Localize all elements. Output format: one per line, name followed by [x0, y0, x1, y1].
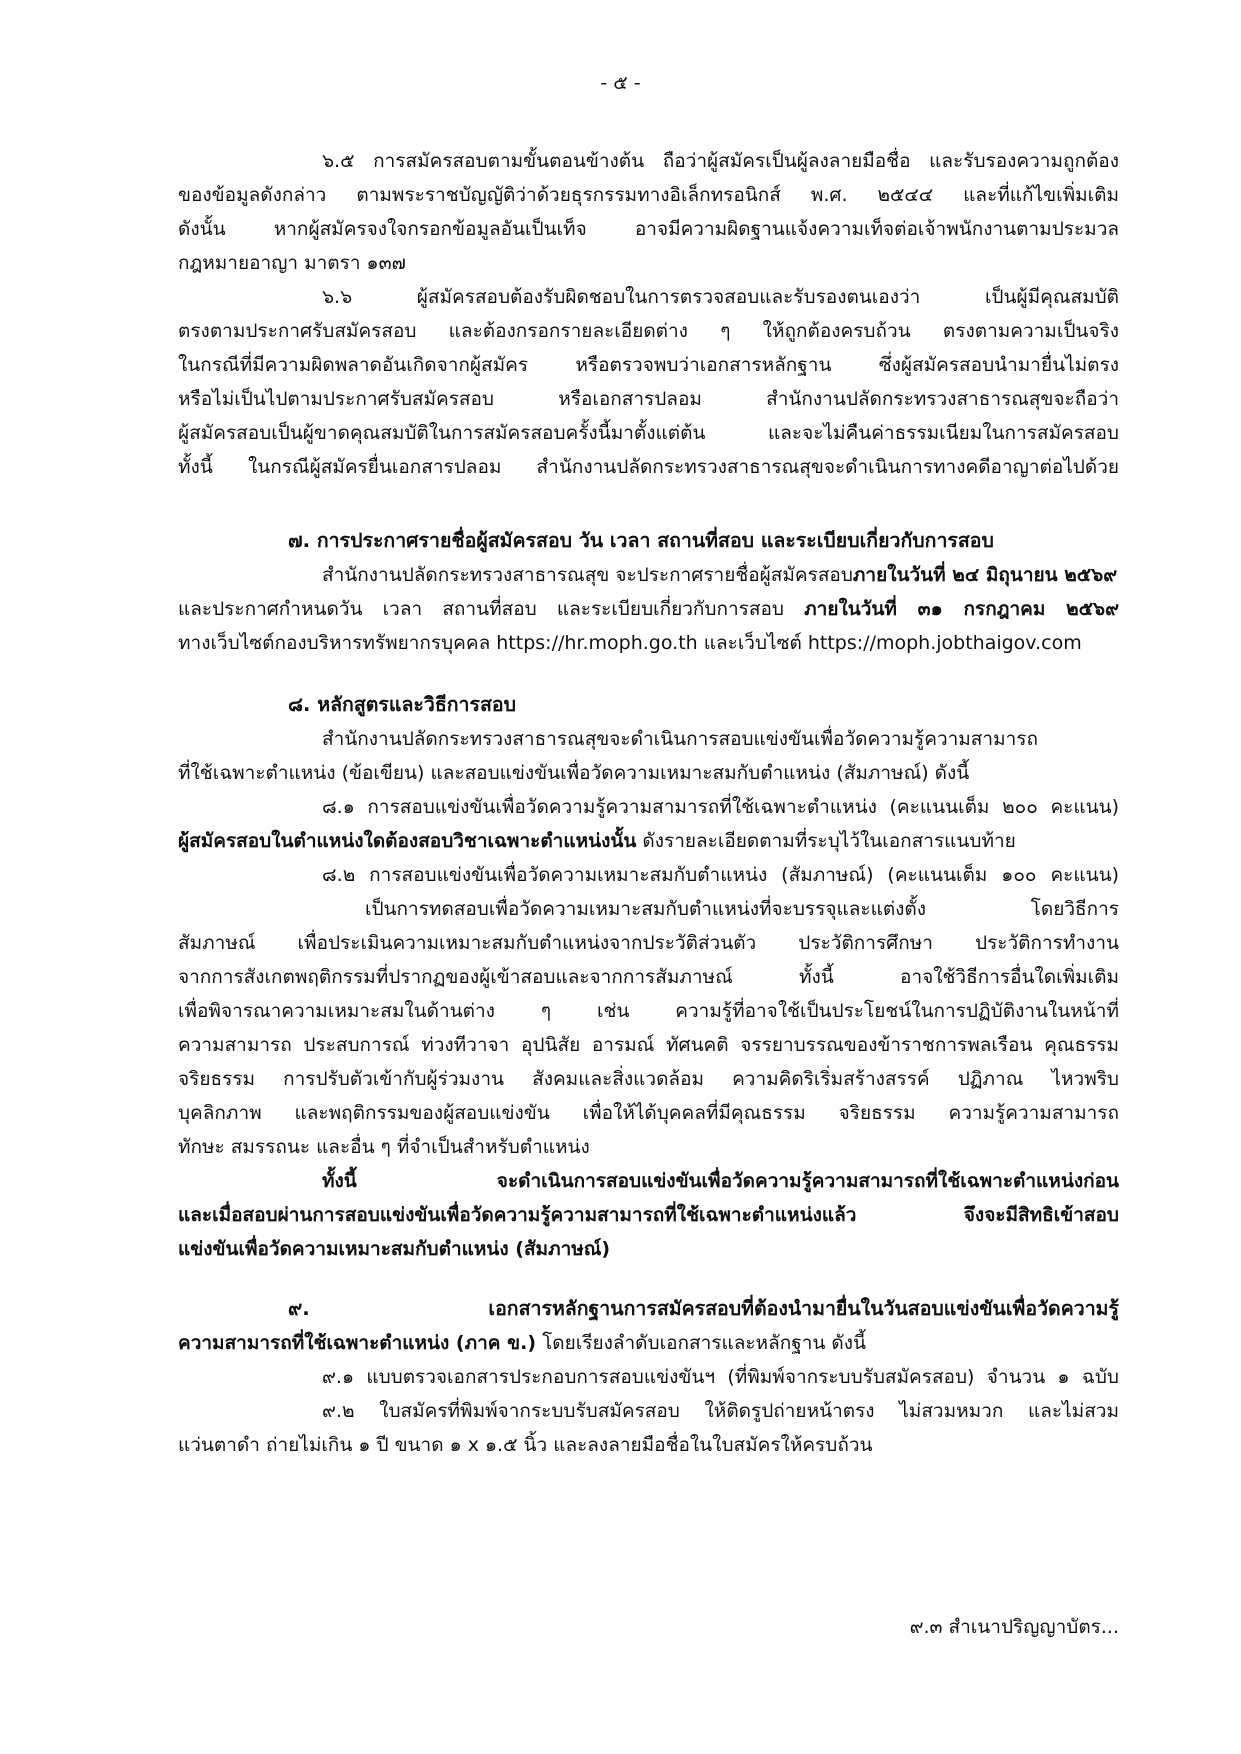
- paragraph-6-6-line-1: ๖.๖ ผู้สมัครสอบต้องรับผิดชอบในการตรวจสอบและรับรองตนเองว่า เป็นผู้มีคุณสมบัติ: [322, 286, 1119, 308]
- section-8-2-line-5: เพื่อพิจารณาความเหมาะสมในด้านต่าง ๆ เช่น ความรู้ที่อาจใช้เป็นประโยชน์ในการปฏิบัติงานในหน้าที่: [178, 1000, 1119, 1022]
- section-9-2-line-2: แว่นตาดำ ถ่ายไม่เกิน ๑ ปี ขนาด ๑ x ๑.๕ นิ้ว และลงลายมือชื่อในใบสมัครให้ครบถ้วน: [178, 1434, 873, 1456]
- paragraph-6-6-line-6: ทั้งนี้ ในกรณีผู้สมัครยื่นเอกสารปลอม สำนักงานปลัดกระทรวงสาธารณสุขจะดำเนินการทางคดีอาญาต่อไปด้วย: [178, 456, 1119, 478]
- section-8-1-line-2-text: ดังรายละเอียดตามที่ระบุไว้ในเอกสารแนบท้าย: [636, 830, 1016, 852]
- section-8-1-emphasis: ผู้สมัครสอบในตำแหน่งใดต้องสอบวิชาเฉพาะตำแหน่งนั้น: [178, 830, 637, 852]
- exam-schedule-date: ภายในวันที่ ๓๑ กรกฎาคม ๒๕๖๙: [804, 598, 1119, 620]
- section-8-2-line-2: เป็นการทดสอบเพื่อวัดความเหมาะสมกับตำแหน่งที่จะบรรจุและแต่งตั้ง โดยวิธีการ: [365, 898, 1119, 920]
- paragraph-6-6-line-3: ในกรณีที่มีความผิดพลาดอันเกิดจากผู้สมัคร หรือตรวจพบว่าเอกสารหลักฐาน ซึ่งผู้สมัครสอบนำมายื่นไม่ตรง: [178, 354, 1119, 376]
- section-9-2-line-1: ๙.๒ ใบสมัครที่พิมพ์จากระบบรับสมัครสอบ ให้ติดรูปถ่ายหน้าตรง ไม่สวมหมวก และไม่สวม: [322, 1400, 1119, 1422]
- section-7-line-1-text: สำนักงานปลัดกระทรวงสาธารณสุข จะประกาศรายชื่อผู้สมัครสอบ: [322, 564, 853, 586]
- paragraph-6-5-line-2: ของข้อมูลดังกล่าว ตามพระราชบัญญัติว่าด้วยธุรกรรมทางอิเล็กทรอนิกส์ พ.ศ. ๒๕๔๔ และที่แก้ไขเพิ่มเติม: [178, 184, 1119, 206]
- section-7-heading: ๗. การประกาศรายชื่อผู้สมัครสอบ วัน เวลา สถานที่สอบ และระเบียบเกี่ยวกับการสอบ: [288, 529, 994, 552]
- paragraph-6-6-line-5: ผู้สมัครสอบเป็นผู้ขาดคุณสมบัติในการสมัครสอบครั้งนี้มาตั้งแต่ต้น และจะไม่คืนค่าธรรมเนียมในการสมัครสอบ: [178, 422, 1119, 444]
- page-number: - ๕ -: [600, 72, 641, 94]
- section-7-line-2: [178, 594, 1119, 624]
- section-7-line-2-text: และประกาศกำหนดวัน เวลา สถานที่สอบ และระเบียบเกี่ยวกับการสอบ: [178, 598, 805, 620]
- continuation-note: ๙.๓ สำเนาปริญญาบัตร...: [909, 1616, 1119, 1638]
- section-9-line-2: [178, 1328, 1119, 1358]
- section-7-line-3: ทางเว็บไซต์กองบริหารทรัพยากรบุคคล https://hr.moph.go.th และเว็บไซต์ https://moph.jobthaigov.com: [178, 632, 1082, 654]
- section-8-2-line-7: จริยธรรม การปรับตัวเข้ากับผู้ร่วมงาน สังคมและสิ่งแวดล้อม ความคิดริเริ่มสร้างสรรค์ ปฏิภาณ ไหวพริบ: [178, 1068, 1119, 1090]
- section-8-note-line-1: ทั้งนี้ จะดำเนินการสอบแข่งขันเพื่อวัดความรู้ความสามารถที่ใช้เฉพาะตำแหน่งก่อน: [322, 1170, 1119, 1192]
- section-9-heading-continuation: ความสามารถที่ใช้เฉพาะตำแหน่ง (ภาค ข.): [178, 1332, 537, 1354]
- paragraph-6-5-line-1: ๖.๕ การสมัครสอบตามขั้นตอนข้างต้น ถือว่าผู้สมัครเป็นผู้ลงลายมือชื่อ และรับรองความถูกต้อง: [322, 150, 1119, 172]
- section-8-heading: ๘. หลักสูตรและวิธีการสอบ: [288, 693, 516, 716]
- section-8-note-line-2: และเมื่อสอบผ่านการสอบแข่งขันเพื่อวัดความรู้ความสามารถที่ใช้เฉพาะตำแหน่งแล้ว จึงจะมีสิทธิเข้าสอบ: [178, 1204, 1119, 1226]
- section-9-line-2-text: โดยเรียงลำดับเอกสารและหลักฐาน ดังนี้: [536, 1332, 866, 1354]
- paragraph-6-6-line-2: ตรงตามประกาศรับสมัครสอบ และต้องกรอกรายละเอียดต่าง ๆ ให้ถูกต้องครบถ้วน ตรงตามความเป็นจริง: [178, 320, 1119, 342]
- paragraph-6-6-line-4: หรือไม่เป็นไปตามประกาศรับสมัครสอบ หรือเอกสารปลอม สำนักงานปลัดกระทรวงสาธารณสุขจะถือว่า: [178, 388, 1119, 410]
- section-8-line-2: ที่ใช้เฉพาะตำแหน่ง (ข้อเขียน) และสอบแข่งขันเพื่อวัดความเหมาะสมกับตำแหน่ง (สัมภาษณ์) ดังนี้: [178, 762, 970, 784]
- section-8-2-line-4: จากการสังเกตพฤติกรรมที่ปรากฏของผู้เข้าสอบและจากการสัมภาษณ์ ทั้งนี้ อาจใช้วิธีการอื่นใดเพิ่มเติม: [178, 966, 1119, 988]
- paragraph-6-5-line-4: กฎหมายอาญา มาตรา ๑๓๗: [178, 252, 406, 274]
- section-8-1-line-2: [178, 826, 1119, 856]
- section-8-2-line-1: ๘.๒ การสอบแข่งขันเพื่อวัดความเหมาะสมกับตำแหน่ง (สัมภาษณ์) (คะแนนเต็ม ๑๐๐ คะแนน): [322, 864, 1119, 886]
- section-8-line-1: สำนักงานปลัดกระทรวงสาธารณสุขจะดำเนินการสอบแข่งขันเพื่อวัดความรู้ความสามารถ: [322, 728, 1038, 750]
- section-8-2-line-6: ความสามารถ ประสบการณ์ ท่วงทีวาจา อุปนิสัย อารมณ์ ทัศนคติ จรรยาบรรณของข้าราชการพลเรือน คุณธรรม: [178, 1034, 1119, 1056]
- section-8-2-line-9: ทักษะ สมรรถนะ และอื่น ๆ ที่จำเป็นสำหรับตำแหน่ง: [178, 1136, 590, 1158]
- section-8-2-line-8: บุคลิกภาพ และพฤติกรรมของผู้สอบแข่งขัน เพื่อให้ได้บุคคลที่มีคุณธรรม จริยธรรม ความรู้ความสามารถ: [178, 1102, 1119, 1124]
- section-8-1-line-1: ๘.๑ การสอบแข่งขันเพื่อวัดความรู้ความสามารถที่ใช้เฉพาะตำแหน่ง (คะแนนเต็ม ๒๐๐ คะแนน): [322, 796, 1119, 818]
- section-9-1-line: ๙.๑ แบบตรวจเอกสารประกอบการสอบแข่งขันฯ (ที่พิมพ์จากระบบรับสมัครสอบ) จำนวน ๑ ฉบับ: [322, 1366, 1119, 1388]
- section-9-heading: ๙. เอกสารหลักฐานการสมัครสอบที่ต้องนำมายื่นในวันสอบแข่งขันเพื่อวัดความรู้: [288, 1297, 1119, 1320]
- paragraph-6-5-line-3: ดังนั้น หากผู้สมัครจงใจกรอกข้อมูลอันเป็นเท็จ อาจมีความผิดฐานแจ้งความเท็จต่อเจ้าพนักงานตามประมวล: [178, 218, 1119, 240]
- section-8-note-line-3: แข่งขันเพื่อวัดความเหมาะสมกับตำแหน่ง (สัมภาษณ์): [178, 1238, 611, 1260]
- announcement-date: ภายในวันที่ ๒๔ มิถุนายน ๒๕๖๙: [852, 564, 1118, 586]
- section-8-2-line-3: สัมภาษณ์ เพื่อประเมินความเหมาะสมกับตำแหน่งจากประวัติส่วนตัว ประวัติการศึกษา ประวัติการทำงาน: [178, 932, 1119, 954]
- section-7-line-1: [322, 560, 1119, 590]
